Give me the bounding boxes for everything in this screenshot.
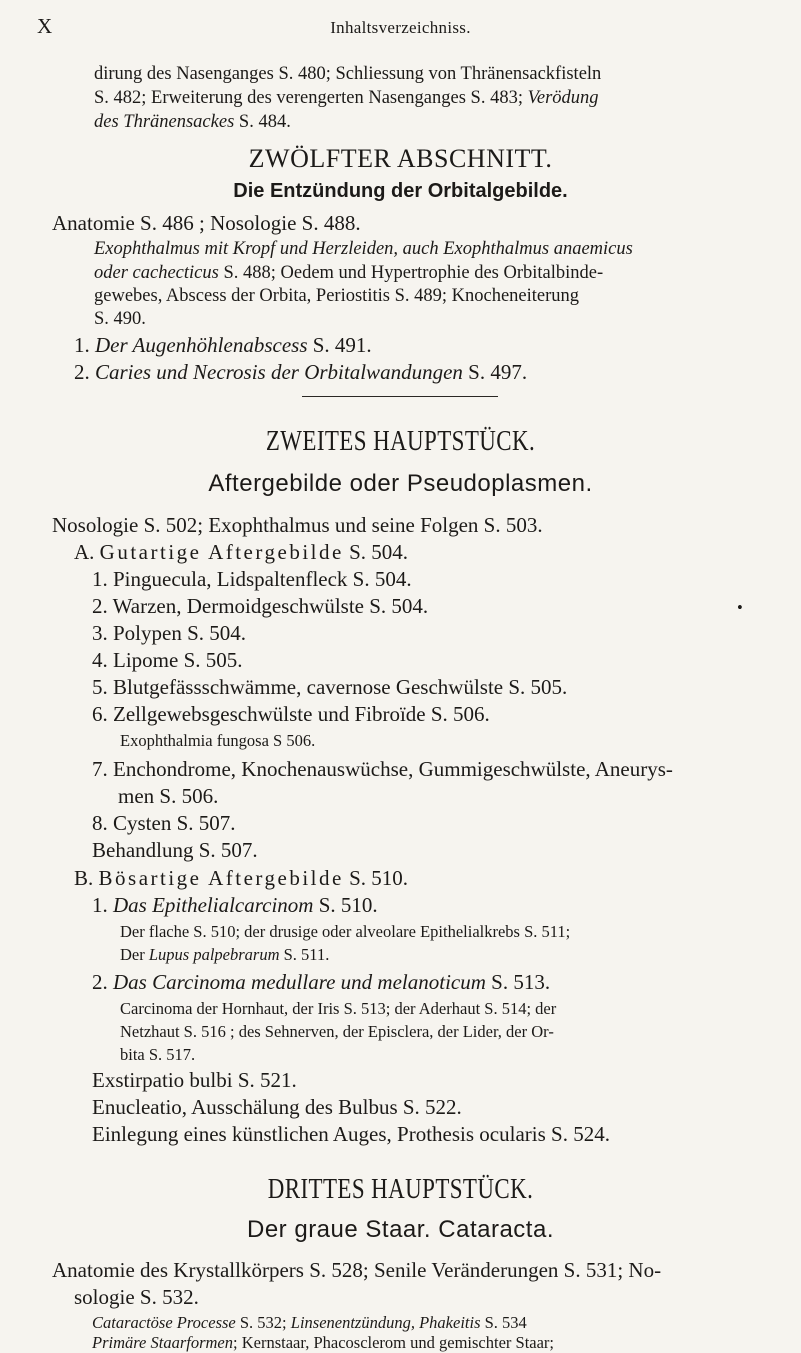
text-line: Enucleatio, Ausschälung des Bulbus S. 522. xyxy=(92,1095,462,1119)
list-item-cont: men S. 506. xyxy=(118,784,219,808)
list-item: 3. Polypen S. 504. xyxy=(92,621,247,645)
subsection-label: B. xyxy=(74,866,94,890)
italic-span: Das Carcinoma medullare und melanoticum xyxy=(113,970,486,994)
sub-item xyxy=(92,1313,527,1333)
text-line: Anatomie des Krystallkörpers S. 528; Senile Veränderungen S. 531; No- xyxy=(52,1258,662,1282)
text-line: Anatomie S. 486 ; Nosologie S. 488. xyxy=(52,211,361,235)
text-line: S. 490. xyxy=(94,309,146,329)
list-item: 2. Warzen, Dermoidgeschwülste S. 504. xyxy=(92,594,429,618)
list-item xyxy=(92,970,550,995)
item-number: 2. xyxy=(92,970,108,994)
italic-span: Verödung xyxy=(527,88,599,108)
chapter-heading-text: DRITTES HAUPTSTÜCK. xyxy=(267,1174,534,1205)
item-number: 2. xyxy=(74,360,90,384)
text-span: S. 491. xyxy=(307,333,372,357)
text-span: S. 510. xyxy=(313,893,378,917)
sub-item: bita S. 517. xyxy=(120,1045,196,1064)
italic-span: Lupus palpebrarum xyxy=(148,945,280,964)
section-divider xyxy=(302,396,498,397)
page-number: X xyxy=(37,14,53,38)
text-span: ; Kernstaar, Phacosclerom und gemischter Staar; xyxy=(233,1333,555,1352)
italic-span: oder cachecticus xyxy=(94,263,219,283)
italic-span: Cataractöse Processe xyxy=(92,1313,236,1332)
list-item xyxy=(92,893,378,918)
subsection-heading xyxy=(74,540,408,565)
text-span: S. 497. xyxy=(462,360,528,384)
list-item: 5. Blutgefässschwämme, cavernose Geschwülste S. 505. xyxy=(92,675,568,699)
text-line xyxy=(94,263,603,284)
item-number: 1. xyxy=(92,893,108,917)
text-span: S. 504. xyxy=(343,540,408,564)
list-item xyxy=(74,360,527,385)
chapter-subheading: Der graue Staar. Cataracta. xyxy=(247,1216,554,1243)
text-span: S. 532; xyxy=(235,1313,291,1332)
section-heading: ZWÖLFTER ABSCHNITT. xyxy=(248,144,553,173)
text-line xyxy=(94,88,599,109)
text-line: dirung des Nasenganges S. 480; Schliessung von Thränensackfisteln xyxy=(94,64,602,84)
text-line: gewebes, Abscess der Orbita, Periostitis S. 489; Knocheneiterung xyxy=(94,286,580,306)
list-item: 8. Cysten S. 507. xyxy=(92,811,236,835)
text-span: S. 488; Oedem und Hypertrophie des Orbitalbinde- xyxy=(218,263,604,283)
text-span: Der xyxy=(120,945,149,964)
spaced-span: Bösartige Aftergebilde xyxy=(98,866,344,890)
sub-item xyxy=(92,1333,554,1353)
italic-span: Das Epithelialcarcinom xyxy=(113,893,314,917)
italic-span: Caries und Necrosis der Orbitalwandungen xyxy=(95,360,463,384)
section-subheading: Die Entzündung der Orbitalgebilde. xyxy=(233,180,568,202)
sub-item: Netzhaut S. 516 ; des Sehnerven, der Episclera, der Lider, der Or- xyxy=(120,1022,554,1041)
list-item xyxy=(74,333,372,358)
italic-span: Linsenentzündung, Phakeitis xyxy=(290,1313,481,1332)
text-span: S. 482; Erweiterung des verengerten Nasenganges S. 483; xyxy=(94,88,528,108)
italic-span: des Thränensackes xyxy=(94,112,235,132)
spaced-span: Gutartige Aftergebilde xyxy=(99,540,344,564)
list-item: 1. Pinguecula, Lidspaltenfleck S. 504. xyxy=(92,567,412,591)
text-span: S. 510. xyxy=(343,866,409,890)
running-title: Inhaltsverzeichniss. xyxy=(330,18,471,37)
chapter-heading-text: ZWEITES HAUPTSTÜCK. xyxy=(265,426,536,457)
subsection-label: A. xyxy=(74,540,95,564)
text-span: S. 511. xyxy=(279,945,330,964)
sub-item: Der flache S. 510; der drusige oder alveolare Epithelialkrebs S. 511; xyxy=(120,922,571,941)
chapter-subheading: Aftergebilde oder Pseudoplasmen. xyxy=(208,470,593,497)
sub-item xyxy=(120,945,329,965)
sub-item: Exophthalmia fungosa S 506. xyxy=(120,731,316,750)
text-span: S. 534 xyxy=(480,1313,527,1332)
text-line: Exophthalmus mit Kropf und Herzleiden, auch Exophthalmus anaemicus xyxy=(94,239,633,259)
italic-span: Der Augenhöhlenabscess xyxy=(95,333,308,357)
text-span: S. 484. xyxy=(234,112,291,132)
chapter-heading xyxy=(0,426,801,458)
list-item: 7. Enchondrome, Knochenauswüchse, Gummigeschwülste, Aneurys- xyxy=(92,757,673,781)
subsection-heading xyxy=(74,866,408,891)
stray-mark: • xyxy=(737,598,743,617)
text-line: Einlegung eines künstlichen Auges, Prothesis ocularis S. 524. xyxy=(92,1122,610,1146)
sub-item: Carcinoma der Hornhaut, der Iris S. 513; der Aderhaut S. 514; der xyxy=(120,999,557,1018)
text-line: Behandlung S. 507. xyxy=(92,838,258,862)
chapter-heading xyxy=(0,1174,801,1206)
text-line: sologie S. 532. xyxy=(74,1285,199,1309)
text-line xyxy=(94,112,291,133)
text-line: Exstirpatio bulbi S. 521. xyxy=(92,1068,297,1092)
text-line: Nosologie S. 502; Exophthalmus und seine Folgen S. 503. xyxy=(52,513,543,537)
item-number: 1. xyxy=(74,333,90,357)
list-item: 6. Zellgewebsgeschwülste und Fibroïde S. 506. xyxy=(92,702,490,726)
italic-span: Primäre Staarformen xyxy=(92,1333,234,1352)
list-item: 4. Lipome S. 505. xyxy=(92,648,243,672)
text-span: S. 513. xyxy=(485,970,551,994)
